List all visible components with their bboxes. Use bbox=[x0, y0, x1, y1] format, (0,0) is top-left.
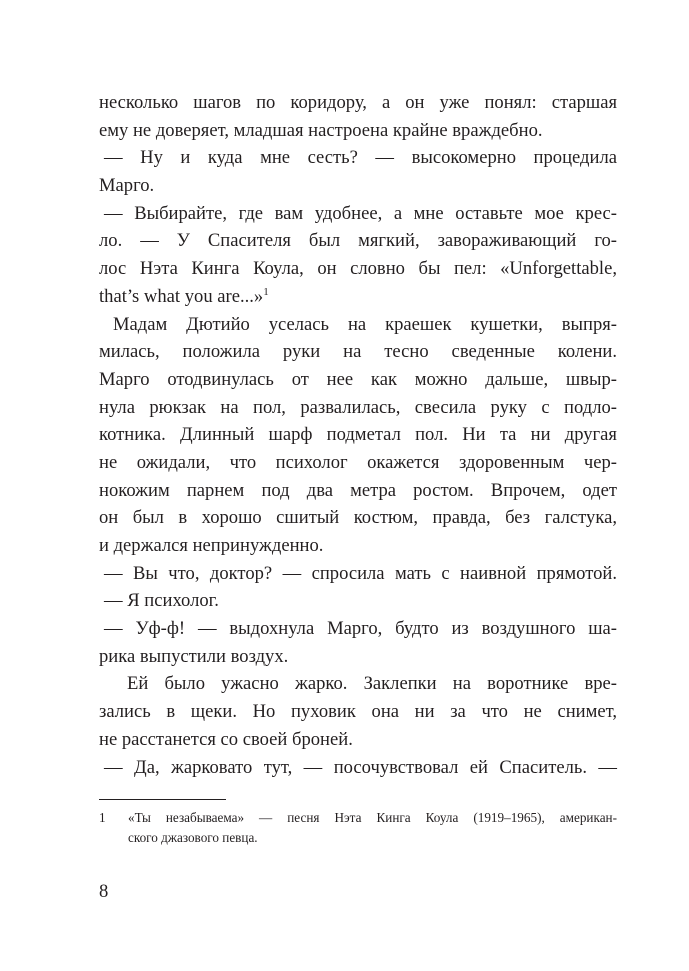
text-line: и держался непринужденно. bbox=[99, 535, 324, 556]
text-line: зались в щеки. Но пуховик она ни за что не снимет, bbox=[99, 701, 617, 723]
footnote bbox=[99, 808, 617, 848]
text-line-content: that’s what you are...» bbox=[99, 285, 264, 307]
text-line: — Выбирайте, где вам удобнее, а мне оставьте мое крес- bbox=[104, 202, 617, 224]
text-line: лос Нэта Кинга Коула, он словно бы пел: «Unforgettable, bbox=[99, 258, 617, 280]
text-line: нула рюкзак на пол, развалилась, свесила руку с подло- bbox=[99, 396, 617, 418]
text-line bbox=[99, 283, 617, 311]
page-number: 8 bbox=[99, 881, 109, 902]
footnote-number: 1 bbox=[99, 810, 106, 825]
text-line: — Уф-ф! — выдохнула Марго, будто из воздушного ша- bbox=[104, 618, 617, 640]
footnote-first-line bbox=[99, 808, 617, 828]
text-line: котника. Длинный шарф подметал пол. Ни та ни другая bbox=[99, 424, 617, 446]
main-text bbox=[99, 89, 617, 781]
footnote-divider bbox=[99, 799, 226, 800]
text-line: — Вы что, доктор? — спросила мать с наивной прямотой. bbox=[104, 562, 617, 584]
footnote-reference: 1 bbox=[263, 285, 269, 298]
text-line: — Ну и куда мне сесть? — высокомерно процедила bbox=[104, 147, 617, 169]
text-line: ему не доверяет, младшая настроена крайне враждебно. bbox=[99, 119, 543, 141]
text-line: Ей было ужасно жарко. Заклепки на воротнике вре- bbox=[127, 673, 617, 695]
text-line: Мадам Дютийо уселась на краешек кушетки, выпря- bbox=[113, 313, 617, 335]
text-line: не расстанется со своей броней. bbox=[99, 728, 353, 750]
text-line: милась, положила руки на тесно сведенные колени. bbox=[99, 341, 617, 363]
text-line: ло. — У Спасителя был мягкий, завораживающий го- bbox=[99, 230, 617, 252]
text-line: Марго. bbox=[99, 175, 155, 197]
text-line: не ожидали, что психолог окажется здоровенным чер- bbox=[99, 451, 617, 473]
text-line: — Я психолог. bbox=[104, 590, 219, 612]
text-line: несколько шагов по коридору, а он уже понял: старшая bbox=[99, 92, 617, 113]
text-line: рика выпустили воздух. bbox=[99, 645, 289, 667]
text-line: нокожим парнем под два метра ростом. Впрочем, одет bbox=[99, 479, 617, 501]
text-line: — Да, жарковато тут, — посочувствовал ей Спаситель. — bbox=[104, 756, 617, 778]
text-line: он был в хорошо сшитый костюм, правда, без галстука, bbox=[99, 507, 617, 529]
footnote-text-continuation: ского джазового певца. bbox=[128, 830, 258, 845]
text-line: Марго отодвинулась от нее как можно дальше, швыр- bbox=[99, 368, 617, 390]
footnote-text: «Ты незабываема» — песня Нэта Кинга Коула (1919–1965), американ- bbox=[128, 810, 617, 825]
